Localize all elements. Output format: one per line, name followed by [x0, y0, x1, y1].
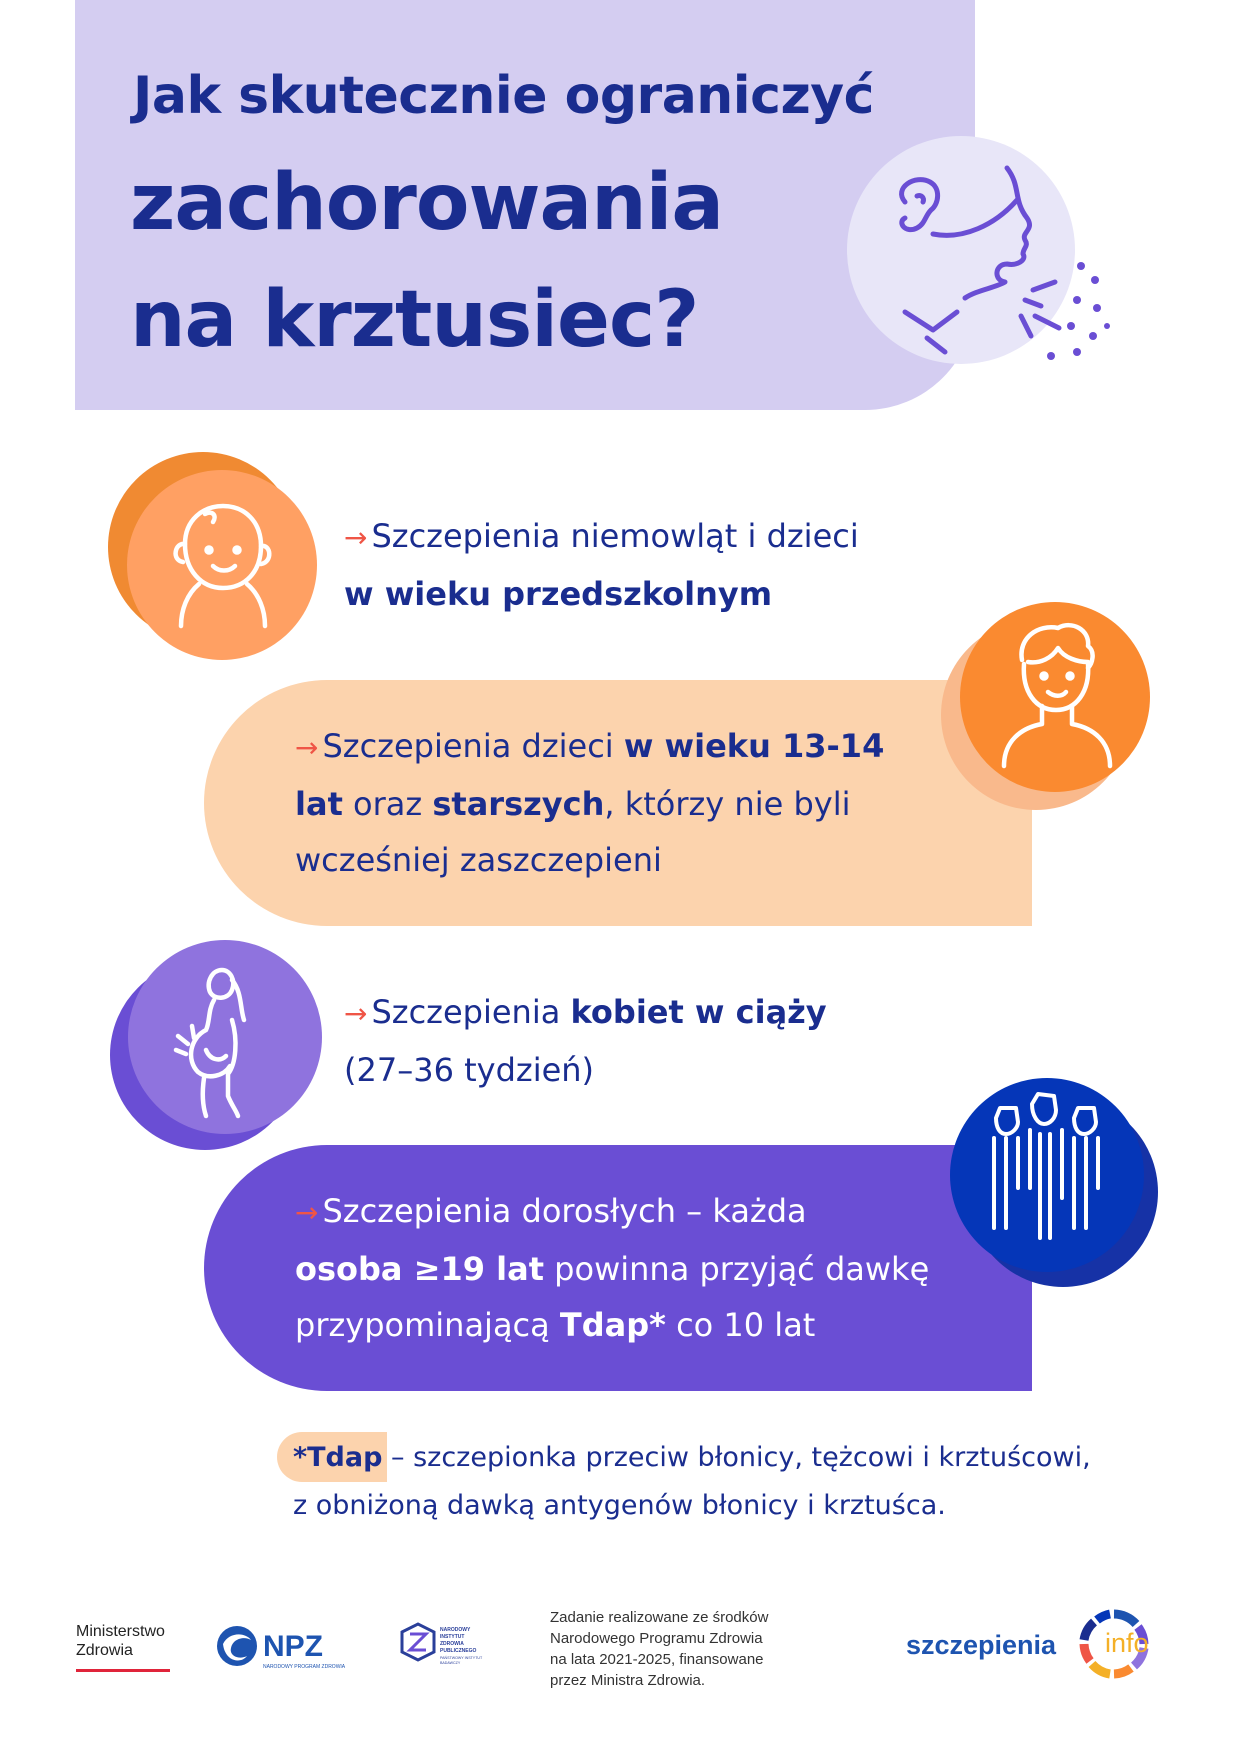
pregnant-woman-icon — [128, 940, 322, 1134]
page-title-line-2: zachorowania — [130, 158, 724, 248]
boy-icon — [960, 602, 1150, 792]
ministry-flag-bar — [76, 1666, 170, 1672]
svg-text:BADAWCZY: BADAWCZY — [440, 1661, 461, 1665]
page-title-line-3: na krztusiec? — [130, 275, 699, 365]
svg-text:PUBLICZNEGO: PUBLICZNEGO — [440, 1648, 477, 1654]
ministry-of-health-logo: Ministerstwo Zdrowia — [76, 1623, 165, 1659]
group-icon-circle — [950, 1078, 1144, 1272]
baby-icon-circle — [127, 470, 317, 660]
svg-text:NPZ: NPZ — [263, 1630, 323, 1663]
arrow-right-icon: → — [344, 521, 368, 554]
nizp-logo — [400, 1622, 500, 1670]
svg-text:PAŃSTWOWY INSTYTUT: PAŃSTWOWY INSTYTUT — [440, 1656, 483, 1660]
group-of-adults-icon — [950, 1078, 1144, 1272]
item-4-text: → Szczepienia dorosłych – każda osoba ≥19 lat powinna przyjąć dawkę przypominającą Tdap* co 10 lat — [295, 1192, 930, 1344]
svg-text:NARODOWY: NARODOWY — [440, 1627, 471, 1633]
baby-icon — [127, 470, 317, 660]
page-title-line-1: Jak skutecznie ograniczyć — [133, 66, 874, 126]
szczepienia-info-logo-info: info — [1105, 1628, 1149, 1658]
svg-text:ZDROWIA: ZDROWIA — [440, 1641, 464, 1647]
footnote-term: *Tdap — [293, 1442, 383, 1473]
svg-text:INSTYTUT: INSTYTUT — [440, 1634, 465, 1640]
svg-text:NARODOWY PROGRAM ZDROWIA: NARODOWY PROGRAM ZDROWIA — [263, 1664, 346, 1670]
item-1-text: → Szczepienia niemowląt i dzieci w wieku przedszkolnym — [344, 517, 859, 613]
npz-logo — [215, 1622, 355, 1672]
footnote: *Tdap – szczepionka przeciw błonicy, tężcowi i krztuścowi, z obniżoną dawką antygenów błonicy i krztuśca. — [293, 1442, 1091, 1521]
item-3-text: → Szczepienia kobiet w ciąży (27–36 tydzień) — [344, 993, 827, 1089]
item-2-text: → Szczepienia dzieci w wieku 13-14 lat oraz starszych, którzy nie byli wcześniej zaszczepieni — [295, 727, 885, 879]
arrow-right-icon: → — [295, 1196, 319, 1229]
boy-icon-circle — [960, 602, 1150, 792]
funding-note: Zadanie realizowane ze środków Narodowego Programu Zdrowia na lata 2021-2025, finansowane przez Ministra Zdrowia. — [550, 1609, 769, 1689]
coughing-person-icon — [845, 130, 1125, 400]
arrow-right-icon: → — [295, 731, 319, 764]
arrow-right-icon: → — [344, 997, 368, 1030]
pregnant-icon-circle — [128, 940, 322, 1134]
szczepienia-info-logo-word: szczepienia — [906, 1630, 1057, 1660]
